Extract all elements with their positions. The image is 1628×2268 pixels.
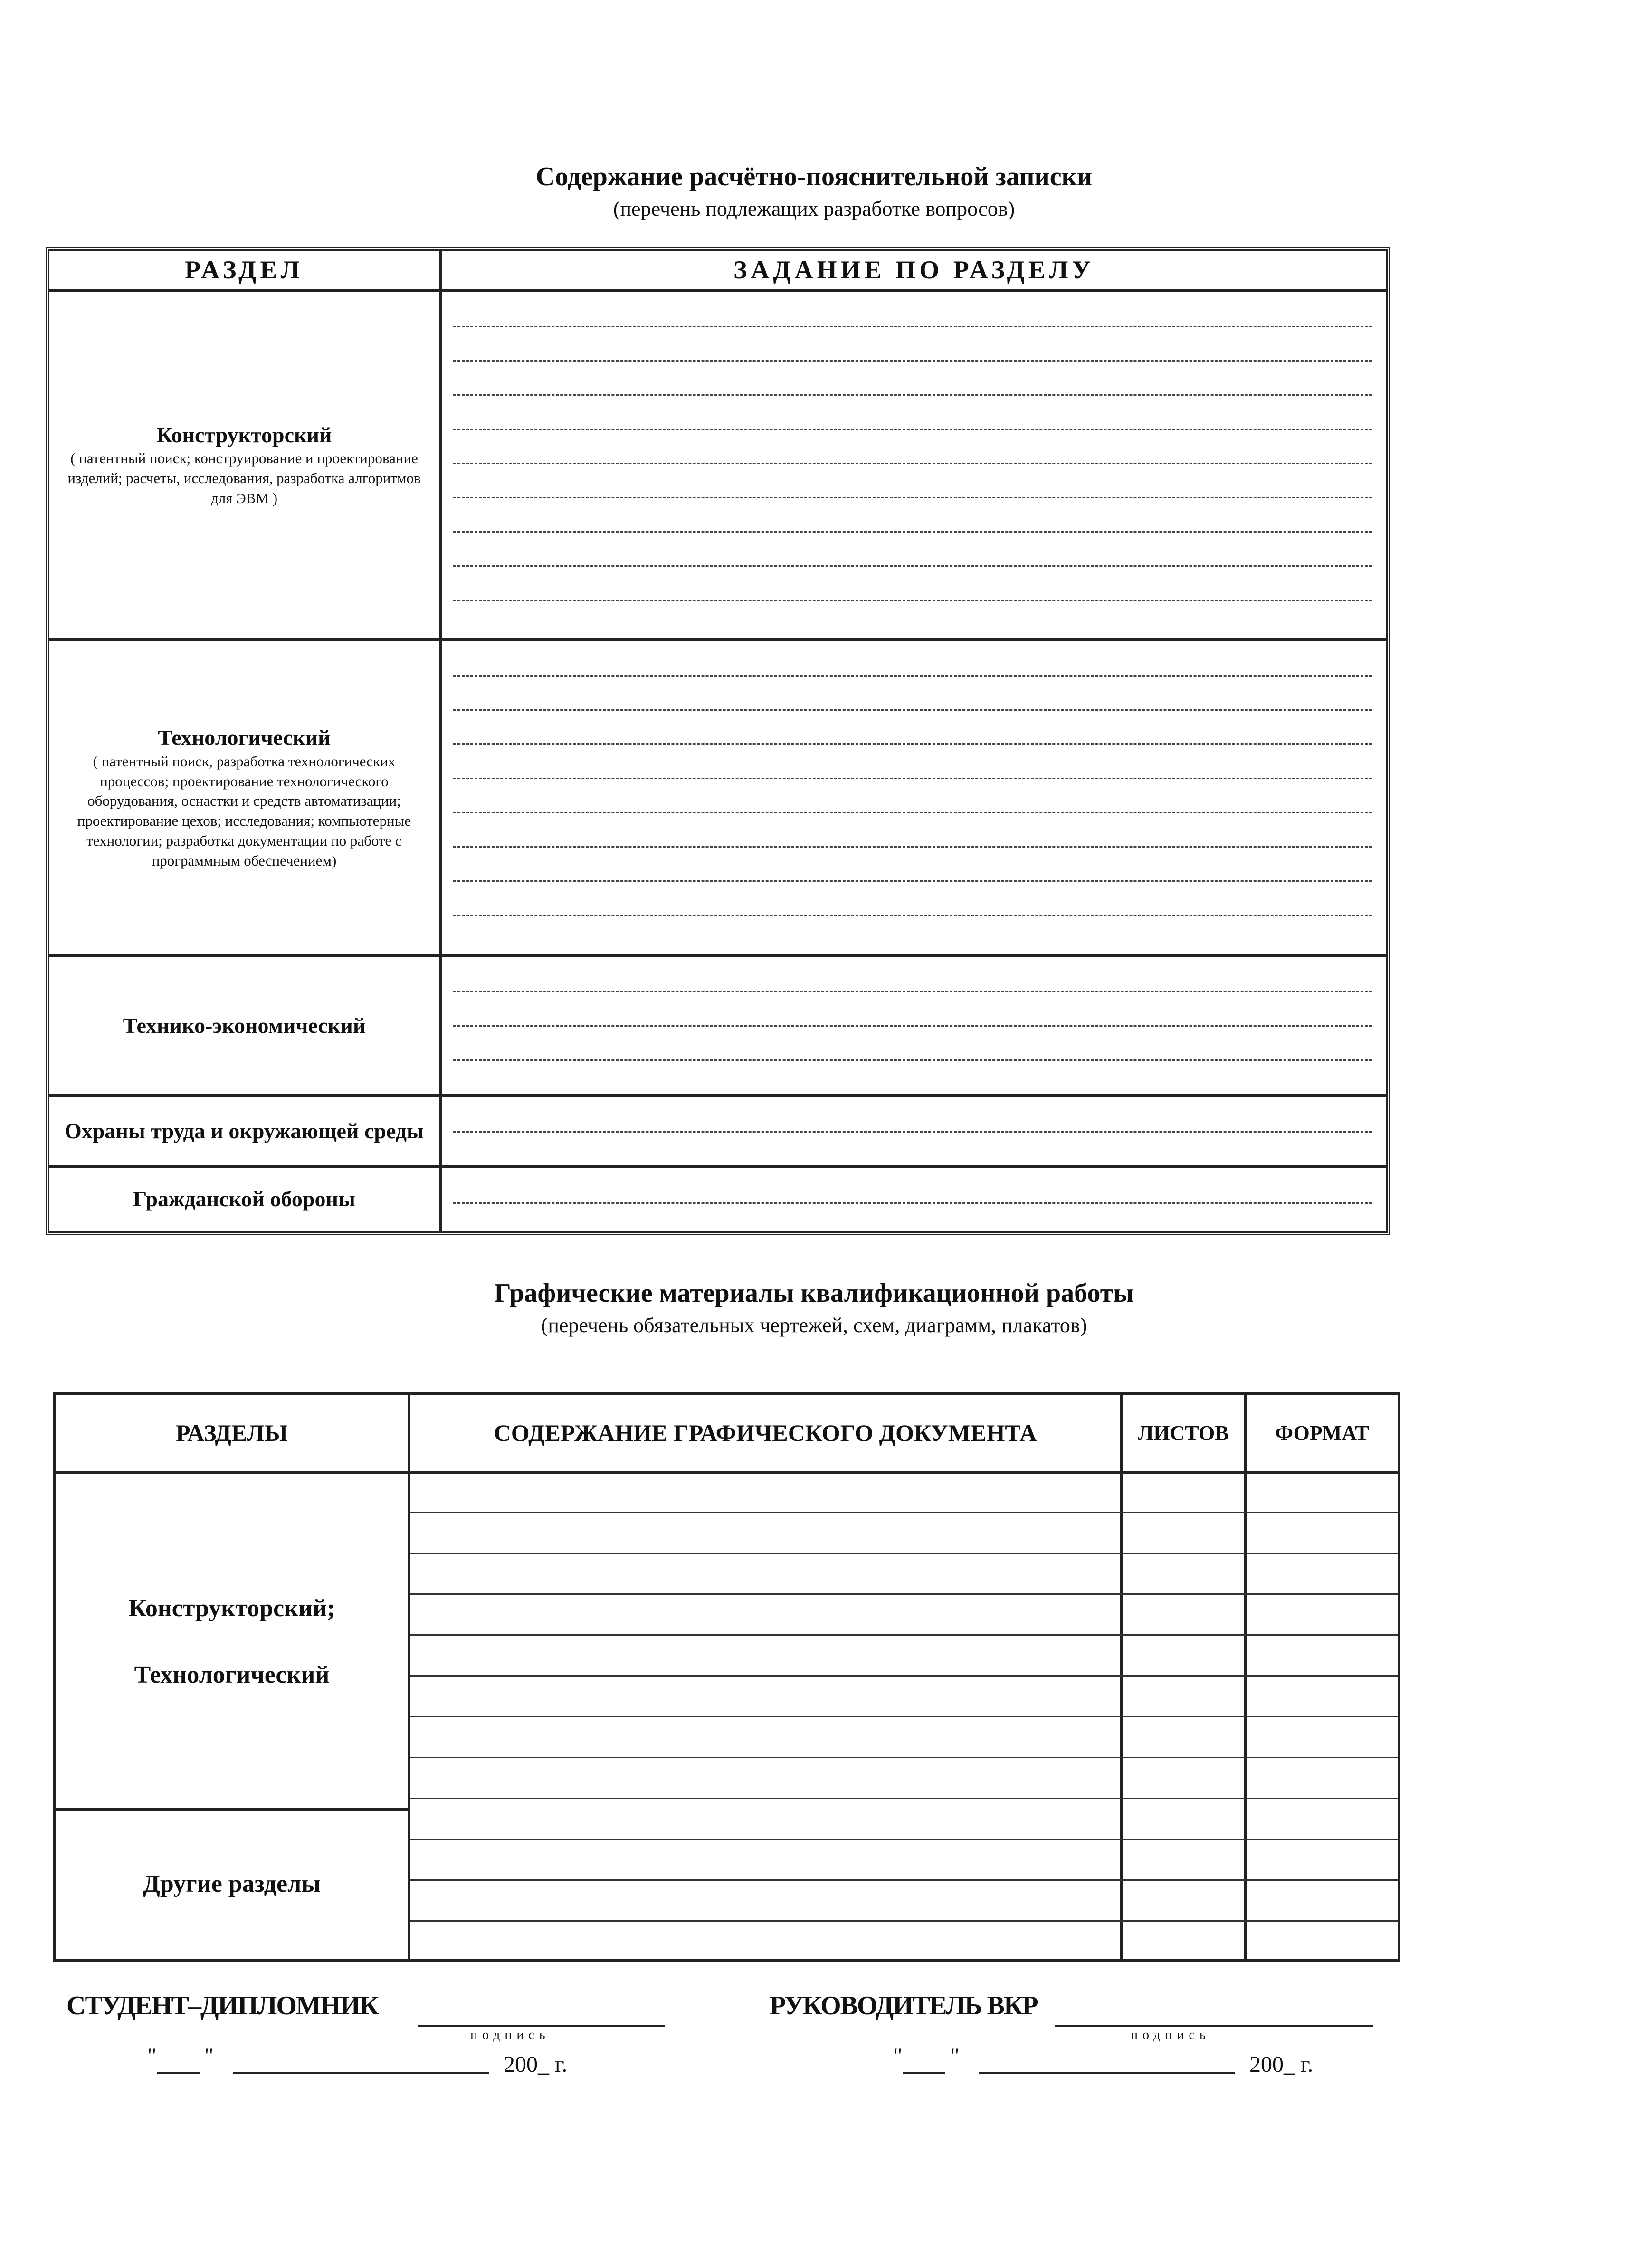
supervisor-date-month-line[interactable] [979, 2072, 1235, 2074]
section-design: Конструкторский; [128, 1595, 335, 1622]
section-name: Гражданской обороны [133, 1187, 355, 1211]
writing-line[interactable] [453, 675, 1372, 677]
section-note: ( патентный поиск, разработка технологических процессов; проектирование технологического оборудования, оснастки и средств автоматизации; проектирование цехов; исследования; компьютерные технологии; разработка документации по работе с программным обеспечением) [77, 753, 411, 869]
section-technology: Технологический [134, 1661, 330, 1688]
table-row-line[interactable] [410, 1716, 1398, 1717]
student-signature-line[interactable] [418, 2025, 665, 2027]
table-row-line[interactable] [410, 1879, 1398, 1881]
header-section: РАЗДЕЛ [185, 256, 304, 284]
writing-line[interactable] [453, 394, 1372, 396]
student-date-quote-open: " [147, 2043, 157, 2068]
rpz-subtitle: (перечень подлежащих разработке вопросов) [613, 197, 1015, 220]
graphics-subtitle: (перечень обязательных чертежей, схем, диаграмм, плакатов) [541, 1314, 1087, 1337]
table-row-line[interactable] [410, 1920, 1398, 1922]
table-row-line[interactable] [410, 1593, 1398, 1595]
writing-line[interactable] [453, 429, 1372, 430]
section-name: Технологический [158, 725, 331, 750]
table-row-line[interactable] [410, 1634, 1398, 1636]
graphics-title: Графические материалы квалификационной работы [494, 1278, 1134, 1308]
table-row-line[interactable] [410, 1512, 1398, 1513]
supervisor-signature-line[interactable] [1055, 2025, 1373, 2027]
writing-line[interactable] [453, 991, 1372, 992]
table-row-line[interactable] [410, 1553, 1398, 1554]
writing-line[interactable] [453, 743, 1372, 745]
student-label: СТУДЕНТ–ДИПЛОМНИК [67, 1991, 378, 2020]
writing-line[interactable] [453, 326, 1372, 327]
section-divider [56, 1808, 410, 1811]
section-name: Охраны труда и окружающей среды [65, 1119, 424, 1144]
header-task: ЗАДАНИЕ ПО РАЗДЕЛУ [733, 256, 1095, 284]
writing-line[interactable] [453, 1131, 1372, 1133]
supervisor-date-year: 200_ г. [1249, 2052, 1314, 2077]
section-name: Технико-экономический [123, 1013, 366, 1038]
supervisor-date-quote-open: " [893, 2043, 903, 2068]
writing-line[interactable] [453, 463, 1372, 464]
graphics-table [53, 1392, 1400, 1962]
writing-line[interactable] [453, 600, 1372, 601]
rpz-table [46, 247, 1390, 1235]
student-date-day-line[interactable] [157, 2072, 200, 2074]
column-divider [408, 1395, 410, 1959]
writing-line[interactable] [453, 497, 1372, 498]
writing-line[interactable] [453, 915, 1372, 916]
section-technology [49, 641, 439, 954]
writing-line[interactable] [453, 360, 1372, 362]
column-divider [1120, 1395, 1123, 1959]
column-divider [1244, 1395, 1247, 1959]
writing-line[interactable] [453, 709, 1372, 711]
section-other: Другие разделы [143, 1870, 321, 1897]
writing-line[interactable] [453, 1025, 1372, 1027]
writing-line[interactable] [453, 880, 1372, 882]
header-sheets: ЛИСТОВ [1138, 1421, 1229, 1445]
section-labour-safety [49, 1097, 439, 1165]
writing-line[interactable] [453, 846, 1372, 848]
writing-line[interactable] [453, 778, 1372, 779]
header-divider [56, 1471, 1398, 1474]
supervisor-label: РУКОВОДИТЕЛЬ ВКР [770, 1991, 1038, 2020]
section-economic [49, 957, 439, 1094]
section-civil-defence [49, 1168, 439, 1230]
table-row-line[interactable] [410, 1798, 1398, 1799]
header-sections: РАЗДЕЛЫ [176, 1420, 288, 1446]
student-date-year: 200_ г. [504, 2052, 568, 2077]
student-date-month-line[interactable] [233, 2072, 489, 2074]
student-signature-caption: подпись [470, 2028, 550, 2042]
writing-line[interactable] [453, 565, 1372, 567]
supervisor-date-day-line[interactable] [903, 2072, 945, 2074]
supervisor-signature-caption: подпись [1131, 2028, 1210, 2042]
rpz-title: Содержание расчётно-пояснительной записки [535, 162, 1093, 191]
section-name: Конструкторский [156, 422, 332, 447]
supervisor-date-quote-close: " [950, 2043, 960, 2068]
student-date-quote-close: " [204, 2043, 214, 2068]
table-row-line[interactable] [410, 1675, 1398, 1677]
header-content: СОДЕРЖАНИЕ ГРАФИЧЕСКОГО ДОКУМЕНТА [494, 1420, 1037, 1446]
header-format: ФОРМАТ [1275, 1421, 1369, 1445]
writing-line[interactable] [453, 1202, 1372, 1204]
table-row-line[interactable] [410, 1757, 1398, 1758]
section-note: ( патентный поиск; конструирование и проектирование изделий; расчеты, исследования, разработка алгоритмов для ЭВМ ) [67, 450, 421, 507]
section-design [49, 292, 439, 638]
column-divider [439, 251, 442, 1231]
table-row-line[interactable] [410, 1839, 1398, 1840]
writing-line[interactable] [453, 531, 1372, 533]
writing-line[interactable] [453, 1059, 1372, 1061]
writing-line[interactable] [453, 812, 1372, 813]
